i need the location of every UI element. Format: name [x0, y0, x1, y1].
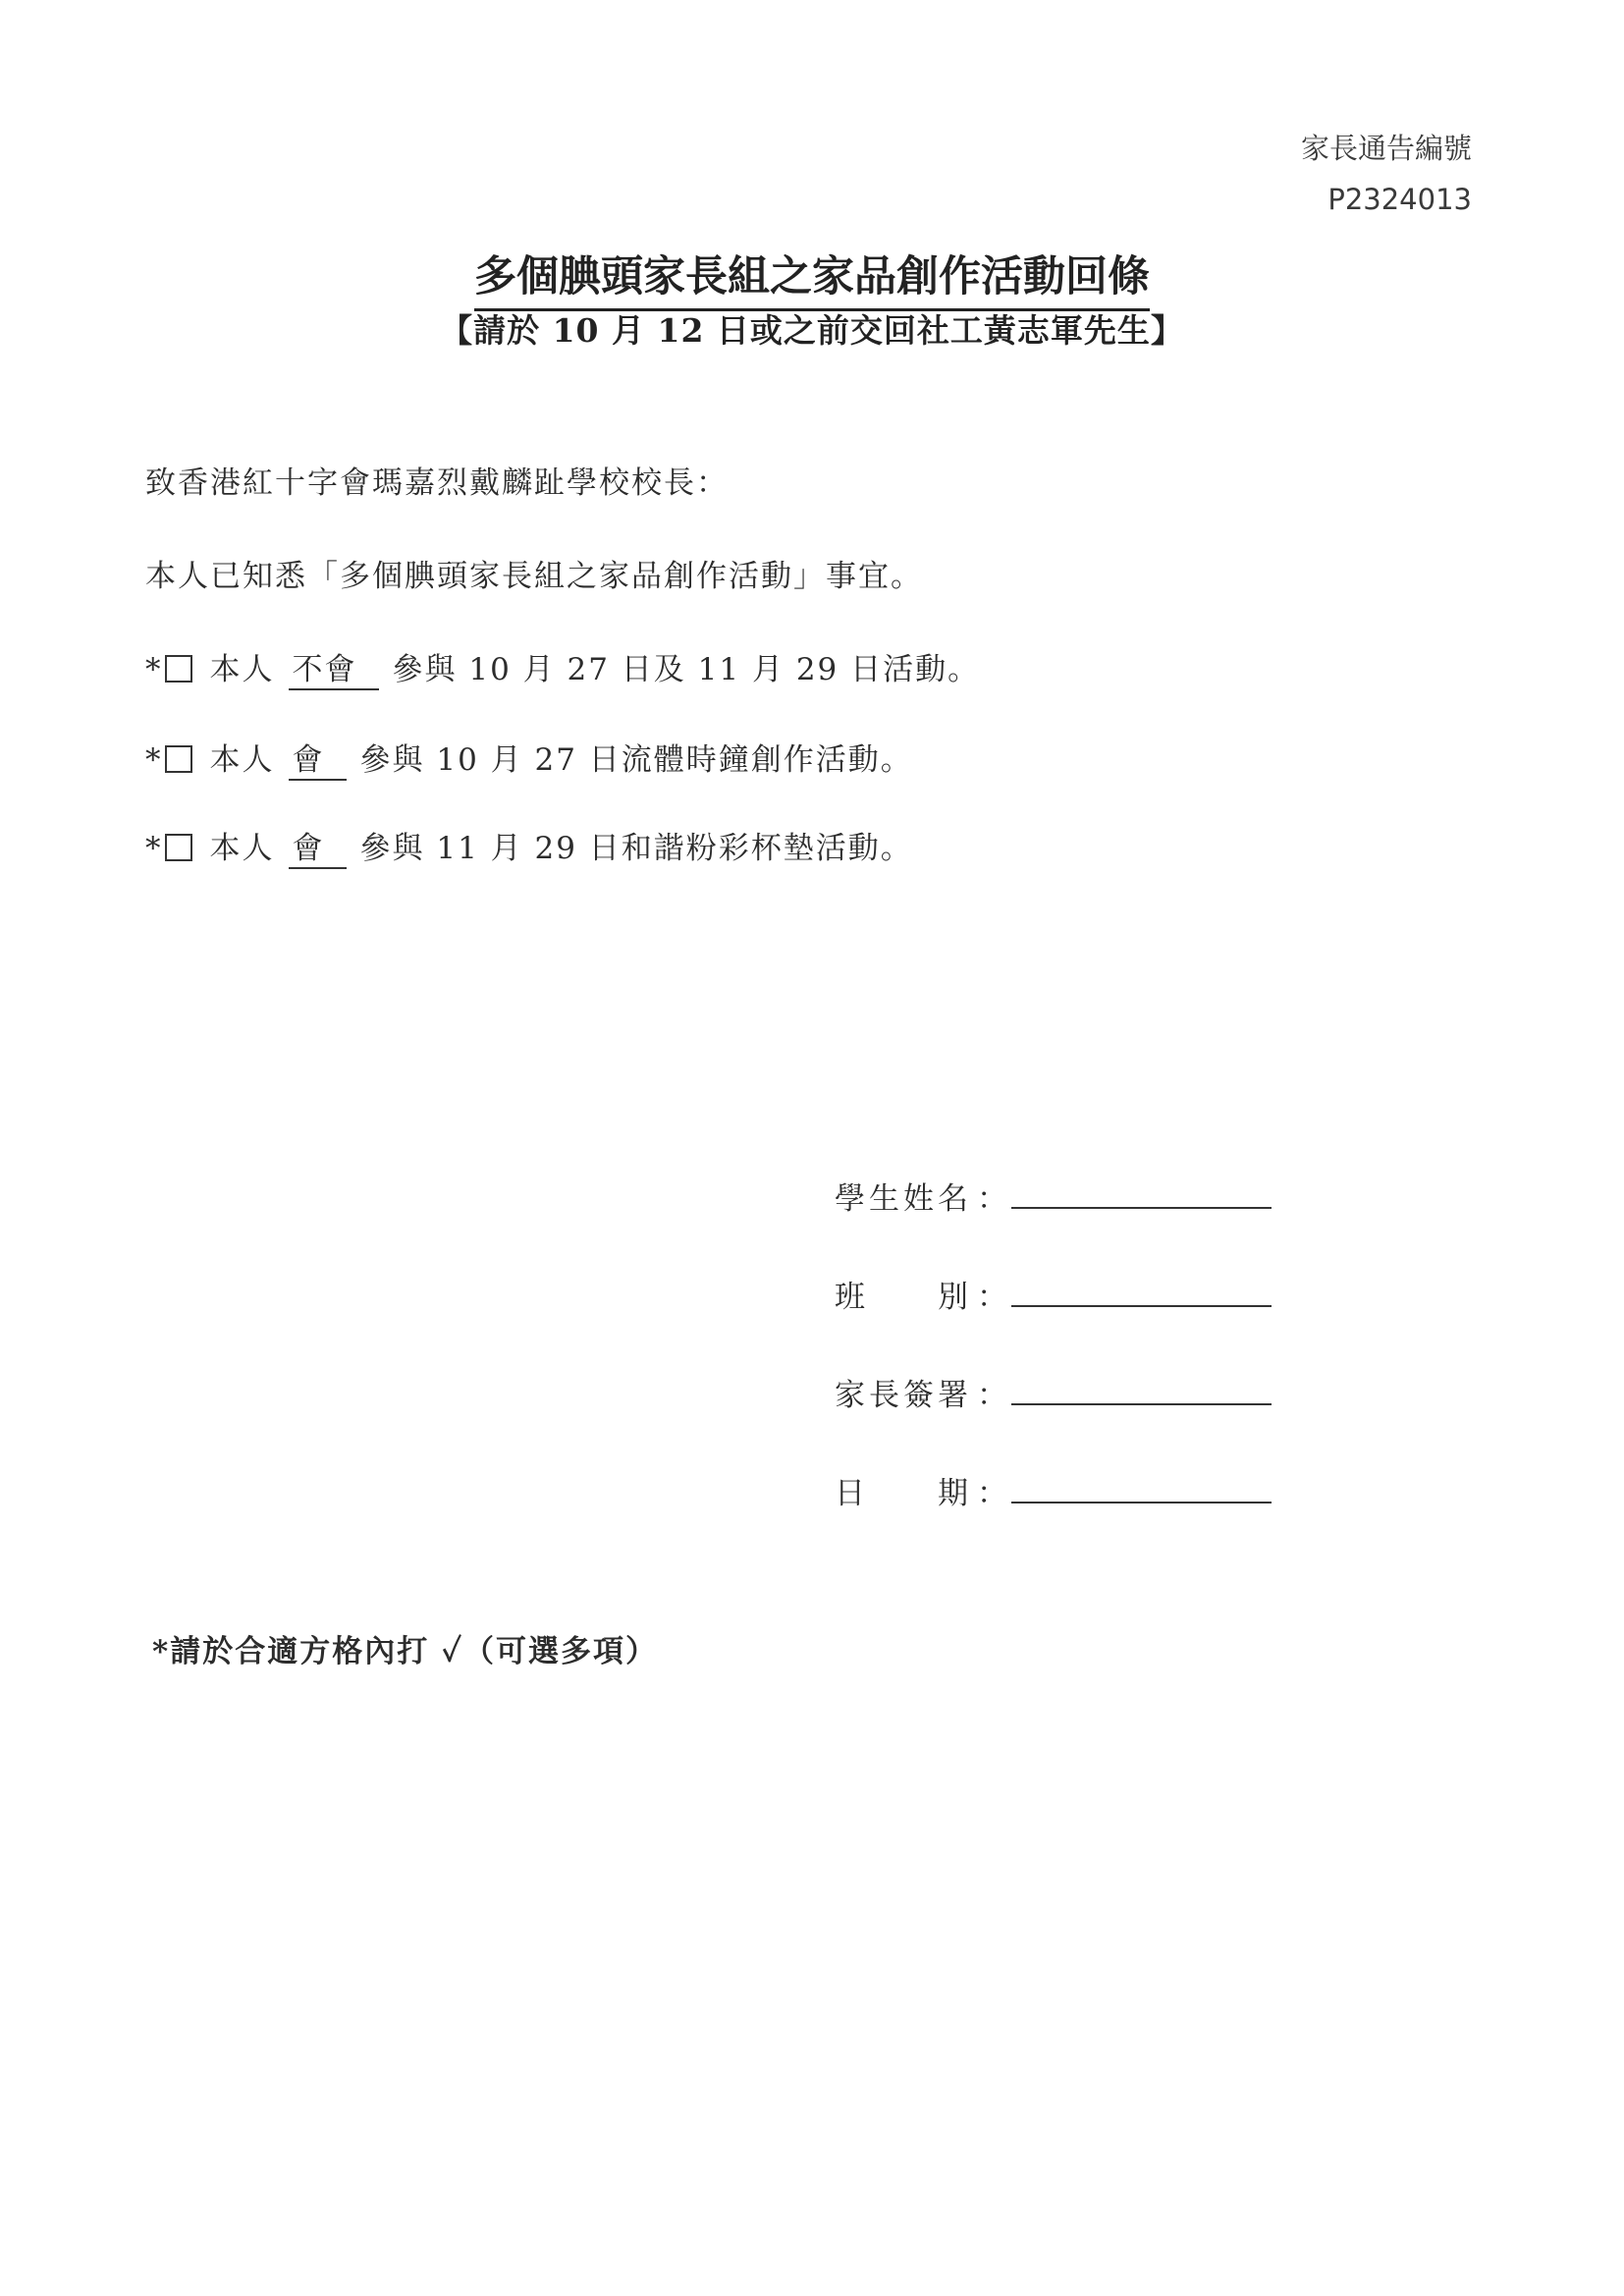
- option-star: *: [145, 652, 163, 687]
- notice-number-label: 家長通告編號: [1300, 132, 1472, 165]
- tick-instruction-footnote: *請於合適方格內打 ✓（可選多項）: [152, 1634, 658, 1669]
- option-not-attend: [145, 648, 980, 691]
- parent-signature-field: [835, 1370, 1424, 1419]
- checkbox-not-attend[interactable]: [165, 655, 192, 683]
- date-label: 日 期: [835, 1476, 972, 1511]
- option-star: *: [145, 742, 163, 778]
- date-input-line[interactable]: [1011, 1502, 1272, 1503]
- option-star: *: [145, 831, 163, 866]
- option-attend-coaster: [145, 827, 913, 870]
- class-field: [835, 1272, 1424, 1321]
- notice-number-block: [1301, 123, 1472, 225]
- option-emphasis: 會: [289, 741, 347, 781]
- student-name-label: 學生姓名: [835, 1181, 972, 1217]
- parent-signature-input-line[interactable]: [1011, 1403, 1272, 1405]
- notice-number-value: P2324013: [1327, 183, 1472, 216]
- page-title-container: [0, 247, 1624, 311]
- student-name-input-line[interactable]: [1011, 1207, 1272, 1209]
- option-emphasis: 會: [289, 830, 347, 869]
- student-name-field: [835, 1174, 1424, 1223]
- option-prefix: 本人: [209, 742, 275, 778]
- option-text: 參與 10 月 27 日流體時鐘創作活動。: [359, 742, 913, 778]
- return-deadline: 【請於 10 月 12 日或之前交回社工黃志軍先生】: [440, 311, 1184, 350]
- field-colon: ：: [977, 1378, 1011, 1413]
- parent-signature-label: 家長簽署: [835, 1378, 972, 1413]
- option-prefix: 本人: [209, 831, 275, 866]
- class-input-line[interactable]: [1011, 1305, 1272, 1307]
- salutation: 致香港紅十字會瑪嘉烈戴麟趾學校校長：: [145, 465, 729, 501]
- option-text: 參與 10 月 27 日及 11 月 29 日活動。: [392, 652, 981, 687]
- field-colon: ：: [977, 1181, 1011, 1217]
- class-label: 班 別: [835, 1280, 972, 1315]
- option-text: 參與 11 月 29 日和諧粉彩杯墊活動。: [359, 831, 913, 866]
- field-colon: ：: [977, 1280, 1011, 1315]
- checkbox-attend-coaster[interactable]: [165, 834, 192, 861]
- page-title: 多個腆頭家長組之家品創作活動回條: [474, 247, 1150, 311]
- acknowledgement-statement: 本人已知悉「多個腆頭家長組之家品創作活動」事宜。: [145, 559, 923, 594]
- field-colon: ：: [977, 1476, 1011, 1511]
- option-attend-clock: [145, 738, 913, 782]
- checkbox-attend-clock[interactable]: [165, 745, 192, 773]
- option-emphasis: 不會: [289, 651, 379, 690]
- option-prefix: 本人: [209, 652, 275, 687]
- date-field: [835, 1468, 1424, 1517]
